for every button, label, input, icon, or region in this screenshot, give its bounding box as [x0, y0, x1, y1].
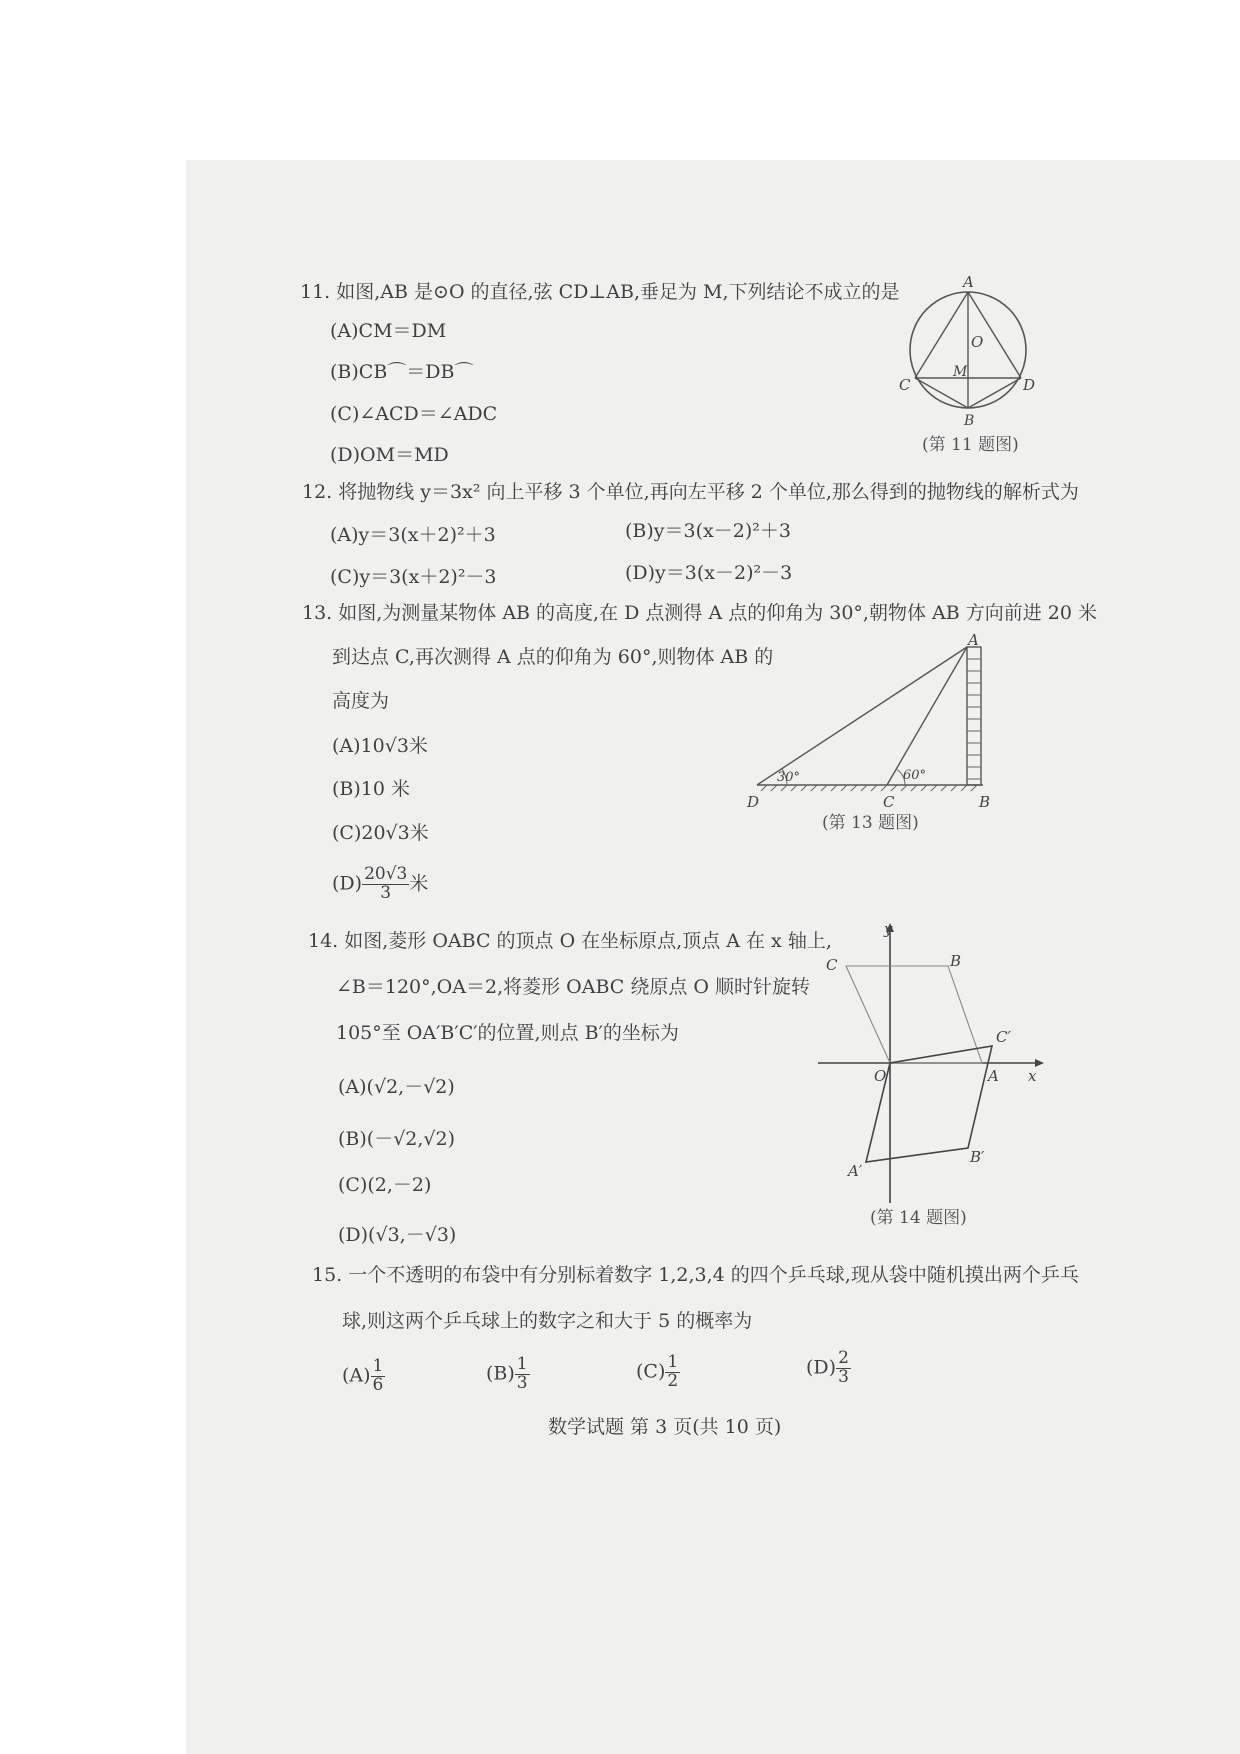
page-footer: 数学试题 第 3 页(共 10 页): [548, 1416, 782, 1438]
q12-option-a: (A)y＝3(x＋2)²＋3: [330, 524, 496, 546]
q12-option-c: (C)y＝3(x＋2)²－3: [330, 566, 497, 588]
q11-label-c: C: [899, 376, 911, 394]
q11-label-b: B: [964, 413, 975, 429]
q12-option-d: (D)y＝3(x－2)²－3: [625, 562, 793, 584]
q13-option-a: (A)10√3米: [332, 735, 428, 757]
q15-option-a: (A) $\frac{1}{6}$: [342, 1356, 384, 1395]
q13-option-c: (C)20√3米: [332, 822, 429, 844]
q13-option-b: (B)10 米: [332, 778, 411, 800]
q15-stem-line2: 球,则这两个乒乓球上的数字之和大于 5 的概率为: [342, 1310, 753, 1332]
q13-angle-30: 30°: [777, 770, 801, 785]
q13-figure: [745, 631, 995, 815]
q13-option-d: (D) $\frac{20√3}{3}$ 米: [332, 864, 429, 903]
q14-stem-line2: ∠B＝120°,OA＝2,将菱形 OABC 绕原点 O 顺时针旋转: [336, 976, 810, 998]
q13-figure-caption: (第 13 题图): [822, 813, 919, 833]
q13-label-d: D: [747, 793, 760, 811]
q11-option-b: (B)CB⌒＝DB⌒: [330, 361, 474, 383]
q13-stem-line3: 高度为: [332, 690, 390, 712]
q14-label-o: O: [874, 1067, 887, 1085]
q14-label-x: x: [1028, 1067, 1037, 1085]
q14-label-c: C: [826, 956, 838, 974]
q15-option-c: (C) $\frac{1}{2}$: [636, 1352, 679, 1391]
q11-figure-caption: (第 11 题图): [922, 435, 1019, 455]
q14-figure-caption: (第 14 题图): [870, 1208, 967, 1228]
q15-stem-line1: 15. 一个不透明的布袋中有分别标着数字 1,2,3,4 的四个乒乓球,现从袋中随机摸出两个乒乓: [312, 1264, 1079, 1286]
q11-option-c: (C)∠ACD＝∠ADC: [330, 403, 498, 425]
q11-stem: 11. 如图,AB 是⊙O 的直径,弦 CD⊥AB,垂足为 M,下列结论不成立的是: [300, 281, 900, 303]
q14-stem-line3: 105°至 OA′B′C′的位置,则点 B′的坐标为: [336, 1022, 679, 1044]
q15-option-b: (B) $\frac{1}{3}$: [486, 1354, 528, 1393]
q14-option-b: (B)(－√2,√2): [338, 1128, 456, 1150]
q14-stem-line1: 14. 如图,菱形 OABC 的顶点 O 在坐标原点,顶点 A 在 x 轴上,: [308, 930, 832, 952]
q14-figure: [810, 918, 1050, 1208]
q13-label-c: C: [883, 793, 895, 811]
q11-option-d: (D)OM＝MD: [330, 444, 449, 466]
q11-figure: [895, 275, 1045, 435]
q14-option-c: (C)(2,－2): [338, 1174, 432, 1196]
q15-option-d: (D) $\frac{2}{3}$: [806, 1348, 849, 1387]
q14-label-y: y: [884, 920, 893, 938]
q14-option-a: (A)(√2,－√2): [338, 1076, 455, 1098]
q13-label-b: B: [979, 793, 991, 811]
q14-label-a: A: [988, 1067, 999, 1085]
q13-stem-line2: 到达点 C,再次测得 A 点的仰角为 60°,则物体 AB 的: [332, 646, 774, 668]
q14-label-c-prime: C′: [996, 1028, 1011, 1046]
q12-stem: 12. 将抛物线 y＝3x² 向上平移 3 个单位,再向左平移 2 个单位,那么得到的抛物线的解析式为: [302, 481, 1079, 503]
q14-label-b-prime: B′: [970, 1148, 985, 1166]
q14-label-a-prime: A′: [848, 1162, 863, 1180]
q11-label-a: A: [963, 273, 974, 291]
q11-label-m: M: [953, 364, 968, 380]
q14-option-d: (D)(√3,－√3): [338, 1224, 457, 1246]
q12-option-b: (B)y＝3(x－2)²＋3: [625, 520, 791, 542]
q11-label-o: O: [971, 333, 984, 351]
q13-stem-line1: 13. 如图,为测量某物体 AB 的高度,在 D 点测得 A 点的仰角为 30°,朝物体 AB 方向前进 20 米: [302, 602, 1097, 624]
q11-option-a: (A)CM＝DM: [330, 320, 447, 342]
q13-label-a: A: [968, 631, 979, 649]
q13-angle-60: 60°: [903, 768, 927, 783]
scanned-page: [186, 160, 1240, 1754]
q11-label-d: D: [1023, 376, 1036, 394]
q14-label-b: B: [950, 952, 962, 970]
